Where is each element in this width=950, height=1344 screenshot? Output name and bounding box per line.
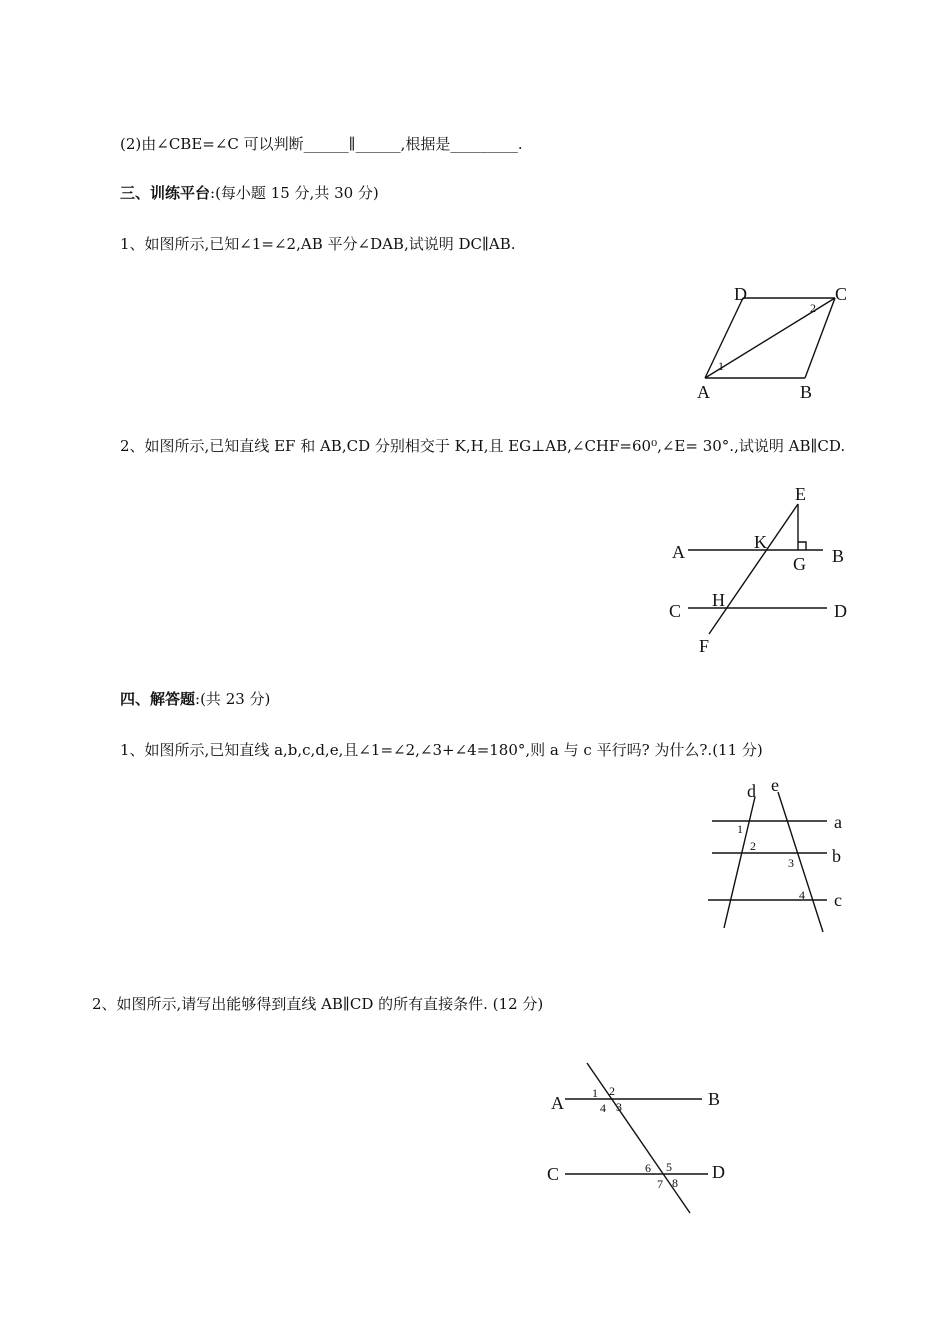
angle-label-3: 3 xyxy=(788,856,794,870)
label-c: C xyxy=(835,284,848,304)
label-d: D xyxy=(712,1162,725,1182)
label-d: d xyxy=(747,781,756,801)
section-4-note: :(共 23 分) xyxy=(195,690,271,708)
question-2-2-text: (2)由∠CBE=∠C 可以判断______∥______,根据是_________. xyxy=(120,135,523,153)
section-3-question-1: 1、如图所示,已知∠1=∠2,AB 平分∠DAB,试说明 DC∥AB. xyxy=(120,235,516,253)
figure-parallelogram xyxy=(690,280,860,410)
label-b: B xyxy=(800,382,813,402)
angle-label-2: 2 xyxy=(810,301,816,315)
angle-label-1: 1 xyxy=(592,1086,598,1100)
angle-label-1: 1 xyxy=(737,822,743,836)
label-f: F xyxy=(699,636,710,656)
label-a: A xyxy=(672,542,685,562)
transversal xyxy=(587,1063,690,1213)
section-3-question-2: 2、如图所示,已知直线 EF 和 AB,CD 分别相交于 K,H,且 EG⊥AB,∠CHF=60⁰,∠E= 30°.,试说明 AB∥CD. xyxy=(120,437,846,455)
label-b: b xyxy=(832,846,841,866)
label-d: D xyxy=(834,601,847,621)
right-angle-mark xyxy=(798,542,806,550)
label-c: C xyxy=(669,601,682,621)
section-3-heading xyxy=(120,183,379,203)
angle-label-3: 3 xyxy=(616,1100,622,1114)
angle-label-6: 6 xyxy=(645,1161,651,1175)
angle-label-4: 4 xyxy=(600,1101,606,1115)
section-3-title: 三、训练平台 xyxy=(120,184,211,202)
section-4-title: 四、解答题 xyxy=(120,690,196,708)
label-h: H xyxy=(712,590,725,610)
label-d: D xyxy=(734,284,747,304)
figure-three-lines-two-transversals xyxy=(700,775,860,940)
line-d xyxy=(724,797,755,928)
angle-label-5: 5 xyxy=(666,1160,672,1174)
line-ef xyxy=(709,504,798,634)
figure-eight-angles xyxy=(540,1060,740,1220)
label-b: B xyxy=(832,546,845,566)
label-a: A xyxy=(697,382,710,402)
label-c: C xyxy=(547,1164,560,1184)
line-e xyxy=(778,792,823,932)
section-4-question-2: 2、如图所示,请写出能够得到直线 AB∥CD 的所有直接条件. (12 分) xyxy=(92,995,544,1013)
angle-label-2: 2 xyxy=(750,839,756,853)
section-3-note: :(每小题 15 分,共 30 分) xyxy=(210,184,379,202)
angle-label-1: 1 xyxy=(718,359,724,373)
label-g: G xyxy=(793,554,806,574)
label-c: c xyxy=(834,890,842,910)
figure-transversal-perpendicular xyxy=(665,480,855,660)
angle-label-8: 8 xyxy=(672,1176,678,1190)
angle-label-7: 7 xyxy=(657,1177,663,1191)
angle-label-2: 2 xyxy=(609,1084,615,1098)
label-k: K xyxy=(754,532,767,552)
angle-label-4: 4 xyxy=(799,888,805,902)
section-4-question-1: 1、如图所示,已知直线 a,b,c,d,e,且∠1=∠2,∠3+∠4=180°,则 a 与 c 平行吗? 为什么?.(11 分) xyxy=(120,741,763,759)
label-e: e xyxy=(771,775,779,795)
label-b: B xyxy=(708,1089,721,1109)
label-a: A xyxy=(551,1093,564,1113)
section-4-heading xyxy=(120,689,270,709)
label-e: E xyxy=(795,484,806,504)
label-a: a xyxy=(834,812,842,832)
